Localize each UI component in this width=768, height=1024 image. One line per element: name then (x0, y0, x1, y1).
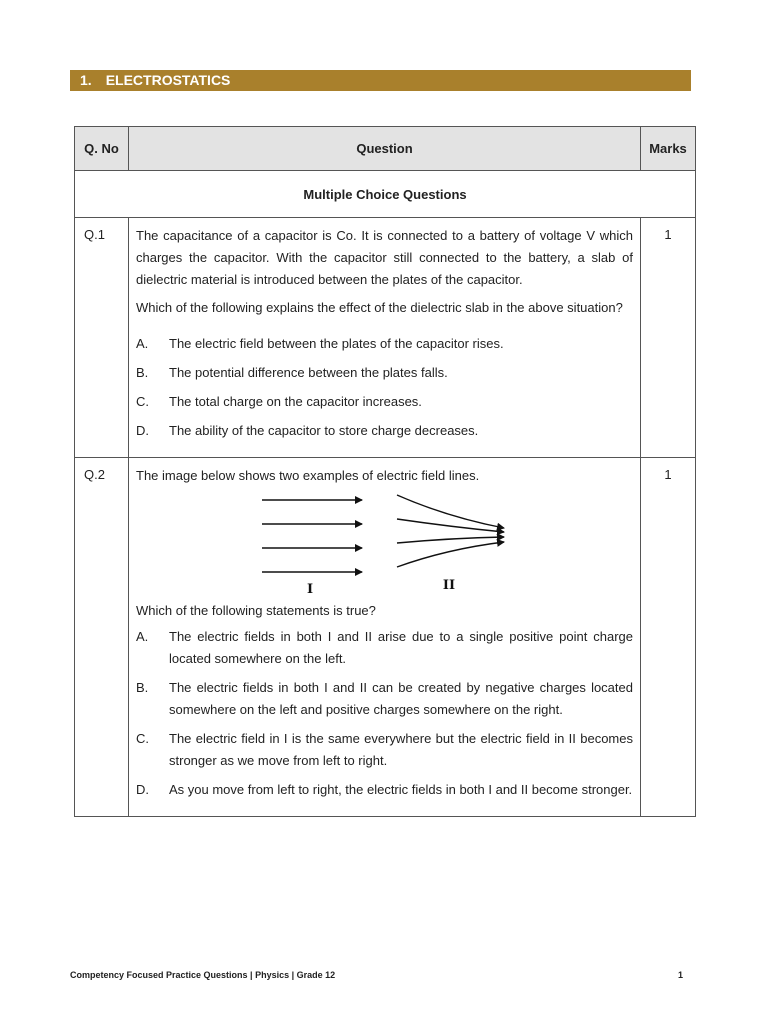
question-stem: The capacitance of a capacitor is Co. It is connected to a battery of voltage V which charges the capacitor. With the capacitor still connected to the battery, a slab of dielectric material is introduced between the plates of the capacitor. (136, 228, 633, 287)
option-a: A. The electric field between the plates of the capacitor rises. (136, 336, 504, 351)
section-title: ELECTROSTATICS (105, 72, 231, 88)
field-line (397, 495, 504, 528)
question-body (129, 458, 641, 817)
option-d: D. The ability of the capacitor to store charge decreases. (136, 423, 479, 438)
electric-field-lines-figure (252, 491, 512, 596)
field-line (397, 519, 504, 532)
question-number: Q.2 (75, 458, 129, 817)
options-list (136, 626, 633, 808)
options-list (136, 333, 633, 449)
option-b: B. The potential difference between the plates falls. (136, 365, 448, 380)
option-c: C. The total charge on the capacitor increases. (136, 394, 422, 409)
question-row-2 (75, 458, 696, 817)
questions-table (74, 126, 696, 817)
header-qno: Q. No (75, 127, 129, 171)
question-intro: The image below shows two examples of electric field lines. (136, 468, 480, 483)
uniform-field-lines (262, 500, 362, 572)
option-b: B. The electric fields in both I and II can be created by negative charges located somewhere on the left and positive charges somewhere on the right. (136, 680, 633, 717)
field-line (397, 542, 504, 567)
footer-title: Competency Focused Practice Questions | Physics | Grade 12 (70, 970, 336, 980)
field-line (397, 537, 504, 543)
mcq-section-label: Multiple Choice Questions (75, 171, 696, 218)
figure-label-ii: II (442, 578, 456, 593)
table-header-row (75, 127, 696, 171)
question-prompt: Which of the following statements is true? (136, 603, 376, 618)
question-marks: 1 (641, 458, 696, 817)
question-prompt: Which of the following explains the effect of the dielectric slab in the above situation? (136, 300, 623, 315)
question-number: Q.1 (75, 218, 129, 458)
question-body (129, 218, 641, 458)
converging-field-lines (397, 495, 504, 567)
question-row-1 (75, 218, 696, 458)
section-number: 1. (80, 72, 92, 88)
header-marks: Marks (641, 127, 696, 171)
question-marks: 1 (641, 218, 696, 458)
option-a: A. The electric fields in both I and II arise due to a single positive point charge located somewhere on the left. (136, 629, 633, 666)
option-d: D. As you move from left to right, the electric fields in both I and II become stronger. (136, 782, 633, 797)
page-number: 1 (678, 970, 684, 980)
mcq-section-row (75, 171, 696, 218)
figure-label-i: I (306, 582, 314, 596)
option-c: C. The electric field in I is the same everywhere but the electric field in II becomes stronger as we move from left to right. (136, 731, 633, 768)
header-question: Question (129, 127, 641, 171)
section-heading-bar (70, 70, 691, 91)
